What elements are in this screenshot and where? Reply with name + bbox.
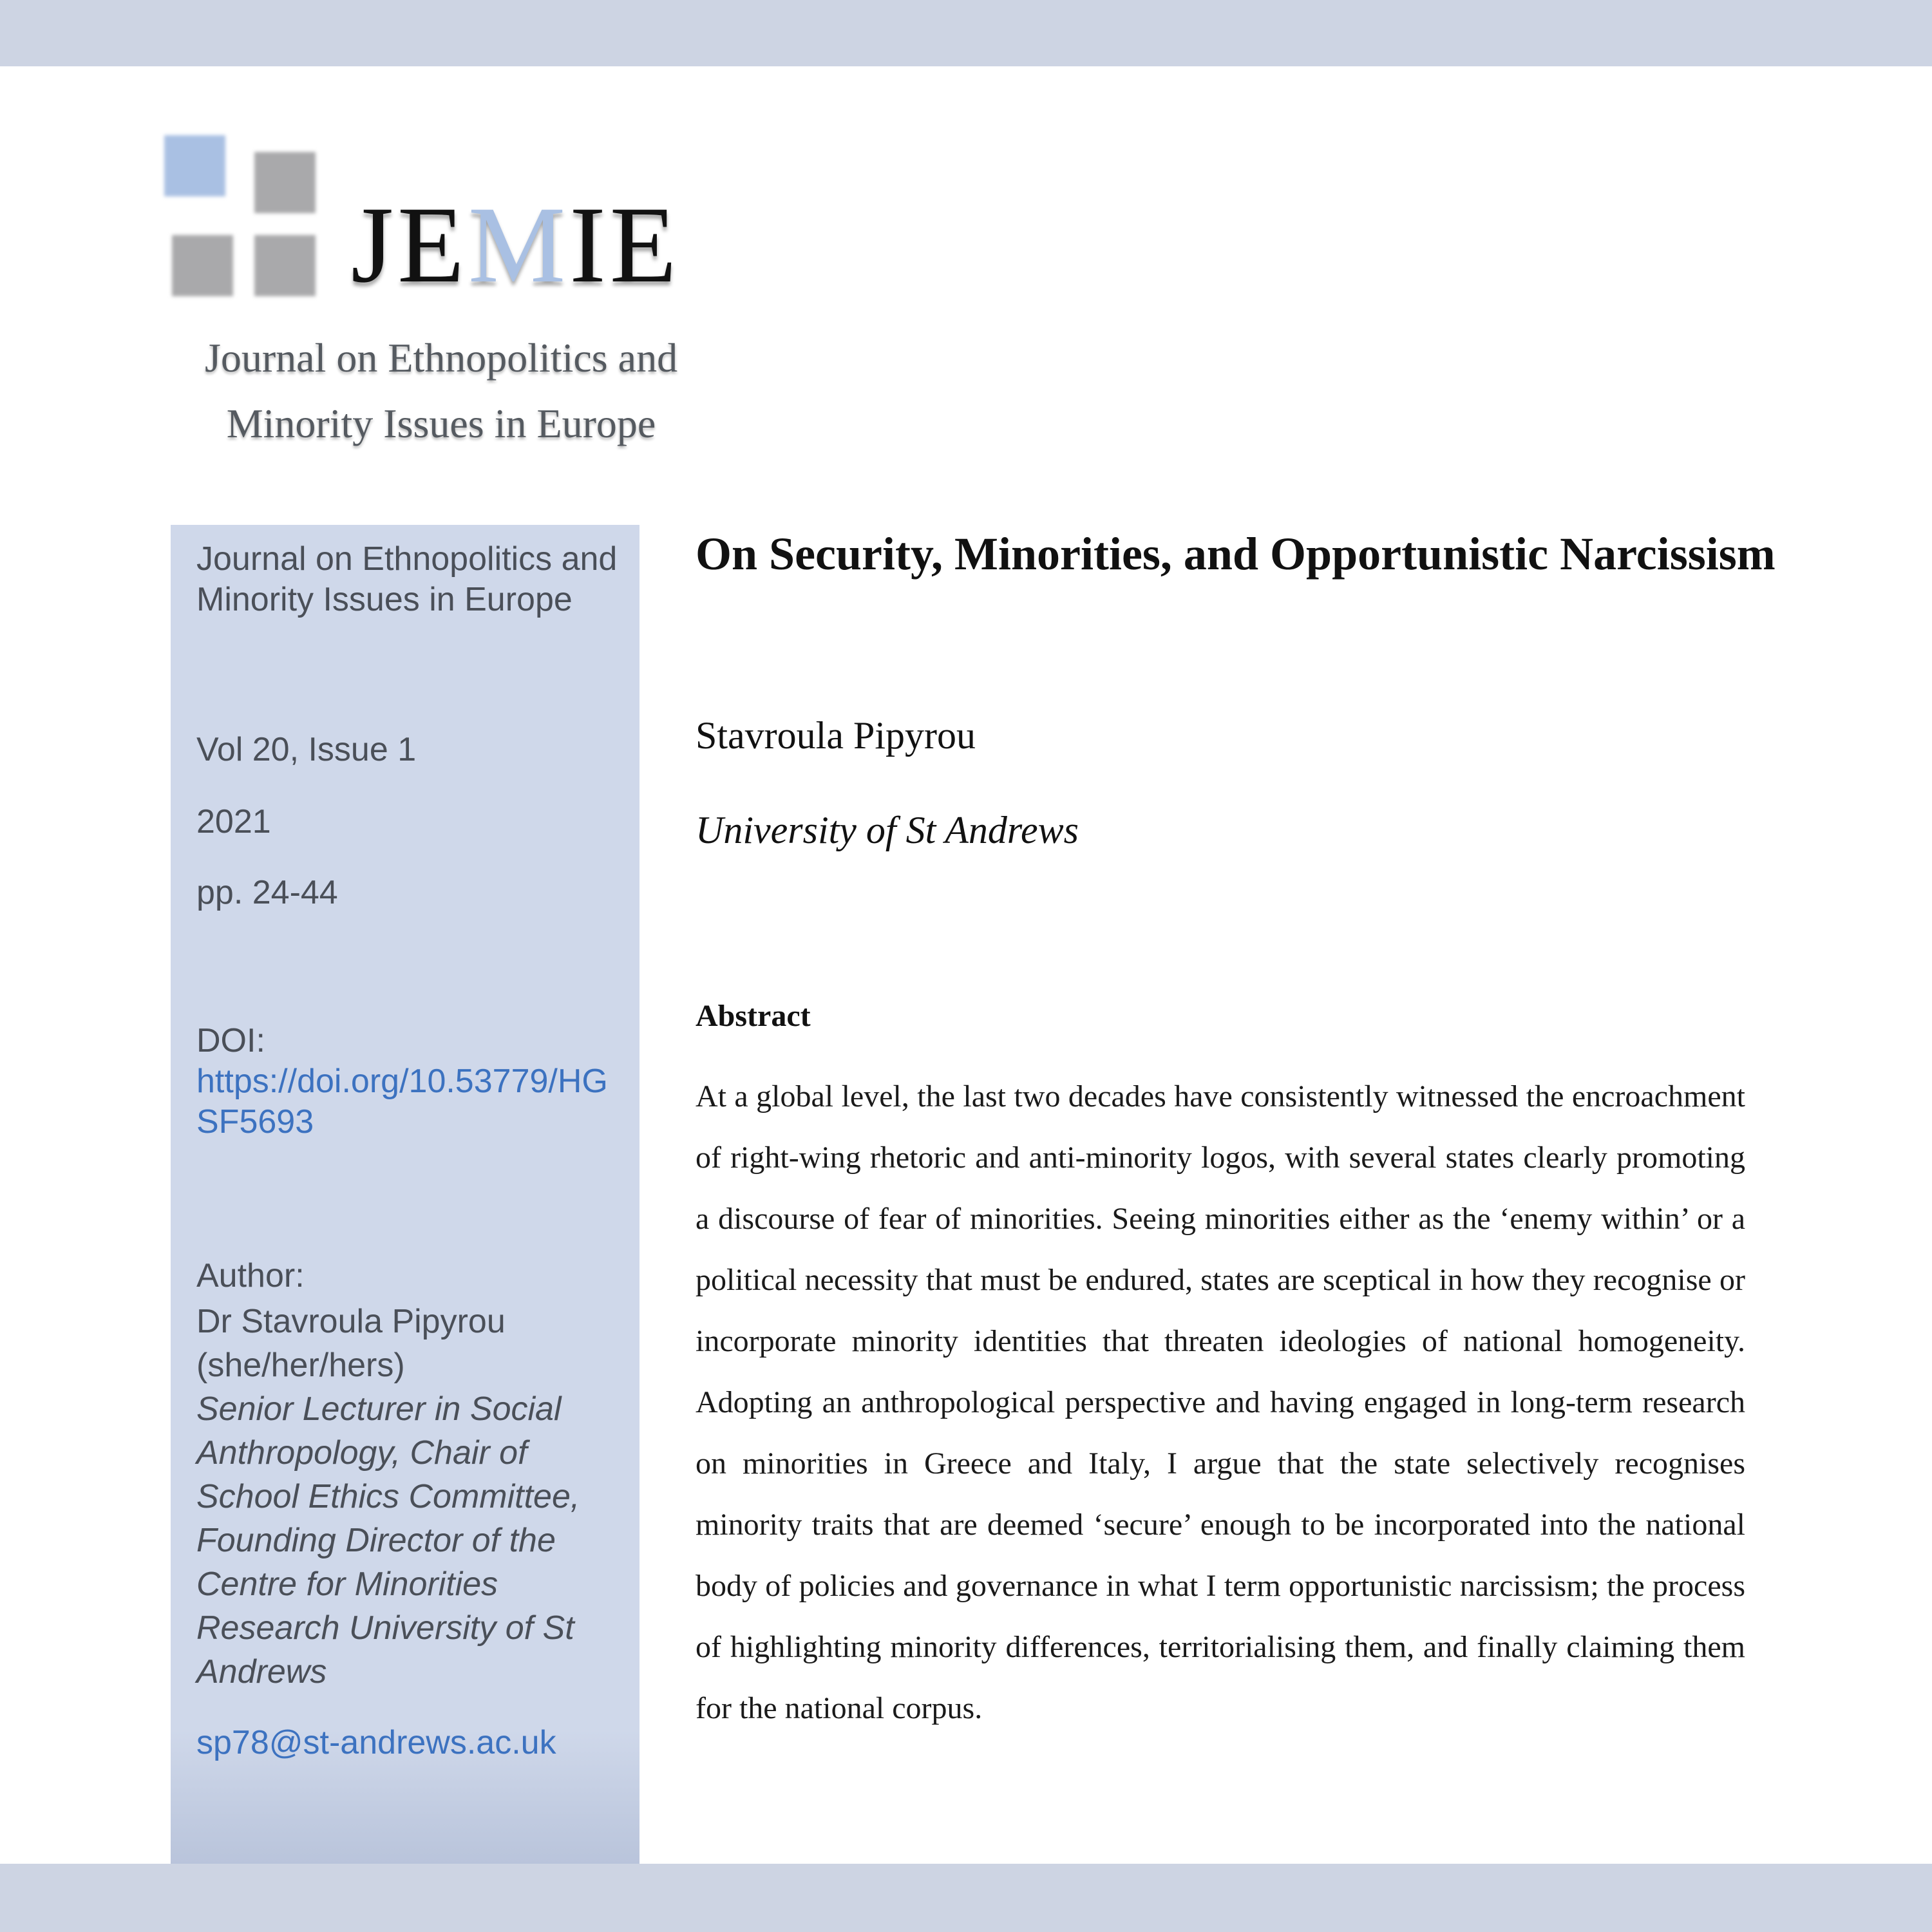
sidebar-year: 2021 bbox=[196, 803, 271, 840]
logo-square-gray bbox=[172, 235, 233, 296]
article-title: On Security, Minorities, and Opportunistic Narcissism bbox=[696, 528, 1776, 580]
journal-header-name bbox=[161, 325, 721, 457]
sidebar-journal-name: Journal on Ethnopolitics and Minority Issues in Europe bbox=[196, 540, 618, 618]
top-band bbox=[0, 0, 1932, 66]
article-author: Stavroula Pipyrou bbox=[696, 714, 976, 757]
logo-letters-before: JE bbox=[351, 184, 468, 305]
sidebar-author-role: Senior Lecturer in Social Anthropology, Chair of School Ethics Committee, Founding Director of the Centre for Minorities Research University of St Andrews bbox=[196, 1390, 580, 1690]
logo-accent-letter: M bbox=[468, 184, 570, 305]
sidebar-pages: pp. 24-44 bbox=[196, 874, 338, 911]
sidebar-doi-label: DOI: bbox=[196, 1022, 265, 1059]
journal-header-line: Journal on Ethnopolitics and bbox=[204, 335, 678, 381]
journal-header-line: Minority Issues in Europe bbox=[226, 401, 656, 446]
doi-link[interactable]: https://doi.org/10.53779/HGSF5693 bbox=[196, 1063, 608, 1141]
logo-wordmark bbox=[351, 184, 681, 305]
abstract-heading: Abstract bbox=[696, 999, 811, 1033]
article-info-sidebar bbox=[171, 525, 639, 1864]
logo-square-gray bbox=[254, 235, 316, 296]
logo-letters-after: IE bbox=[569, 184, 681, 305]
sidebar-author-name: Dr Stavroula Pipyrou (she/her/hers) bbox=[196, 1303, 506, 1384]
abstract-text: At a global level, the last two decades have consistently witnessed the encroachment of right-wing rhetoric and anti-minority logos, with several states clearly promoting a discourse of fear of minorities. Seeing minorities either as the ‘enemy within’ or a political necessity that must be endured, states are sceptical in how they recognise or incorporate minority identities that threaten ideologies of national homogeneity. Adopting an anthropological perspective and having engaged in long-term research on minorities in Greece and Italy, I argue that the state selectively recognises minority traits that are deemed ‘secure’ enough to be incorporated into the national body of policies and governance in what I term opportunistic narcissism; the process of highlighting minority differences, territorialising them, and finally claiming them for the national corpus. bbox=[696, 1079, 1745, 1725]
bottom-band bbox=[0, 1864, 1932, 1932]
jemie-logo bbox=[164, 135, 731, 305]
logo-square-blue bbox=[164, 135, 225, 196]
logo-square-gray bbox=[254, 152, 316, 213]
article-affiliation: University of St Andrews bbox=[696, 809, 1079, 851]
sidebar-author-label: Author: bbox=[196, 1257, 305, 1294]
sidebar-volume: Vol 20, Issue 1 bbox=[196, 731, 417, 768]
author-email-link[interactable]: sp78@st-andrews.ac.uk bbox=[196, 1724, 556, 1761]
